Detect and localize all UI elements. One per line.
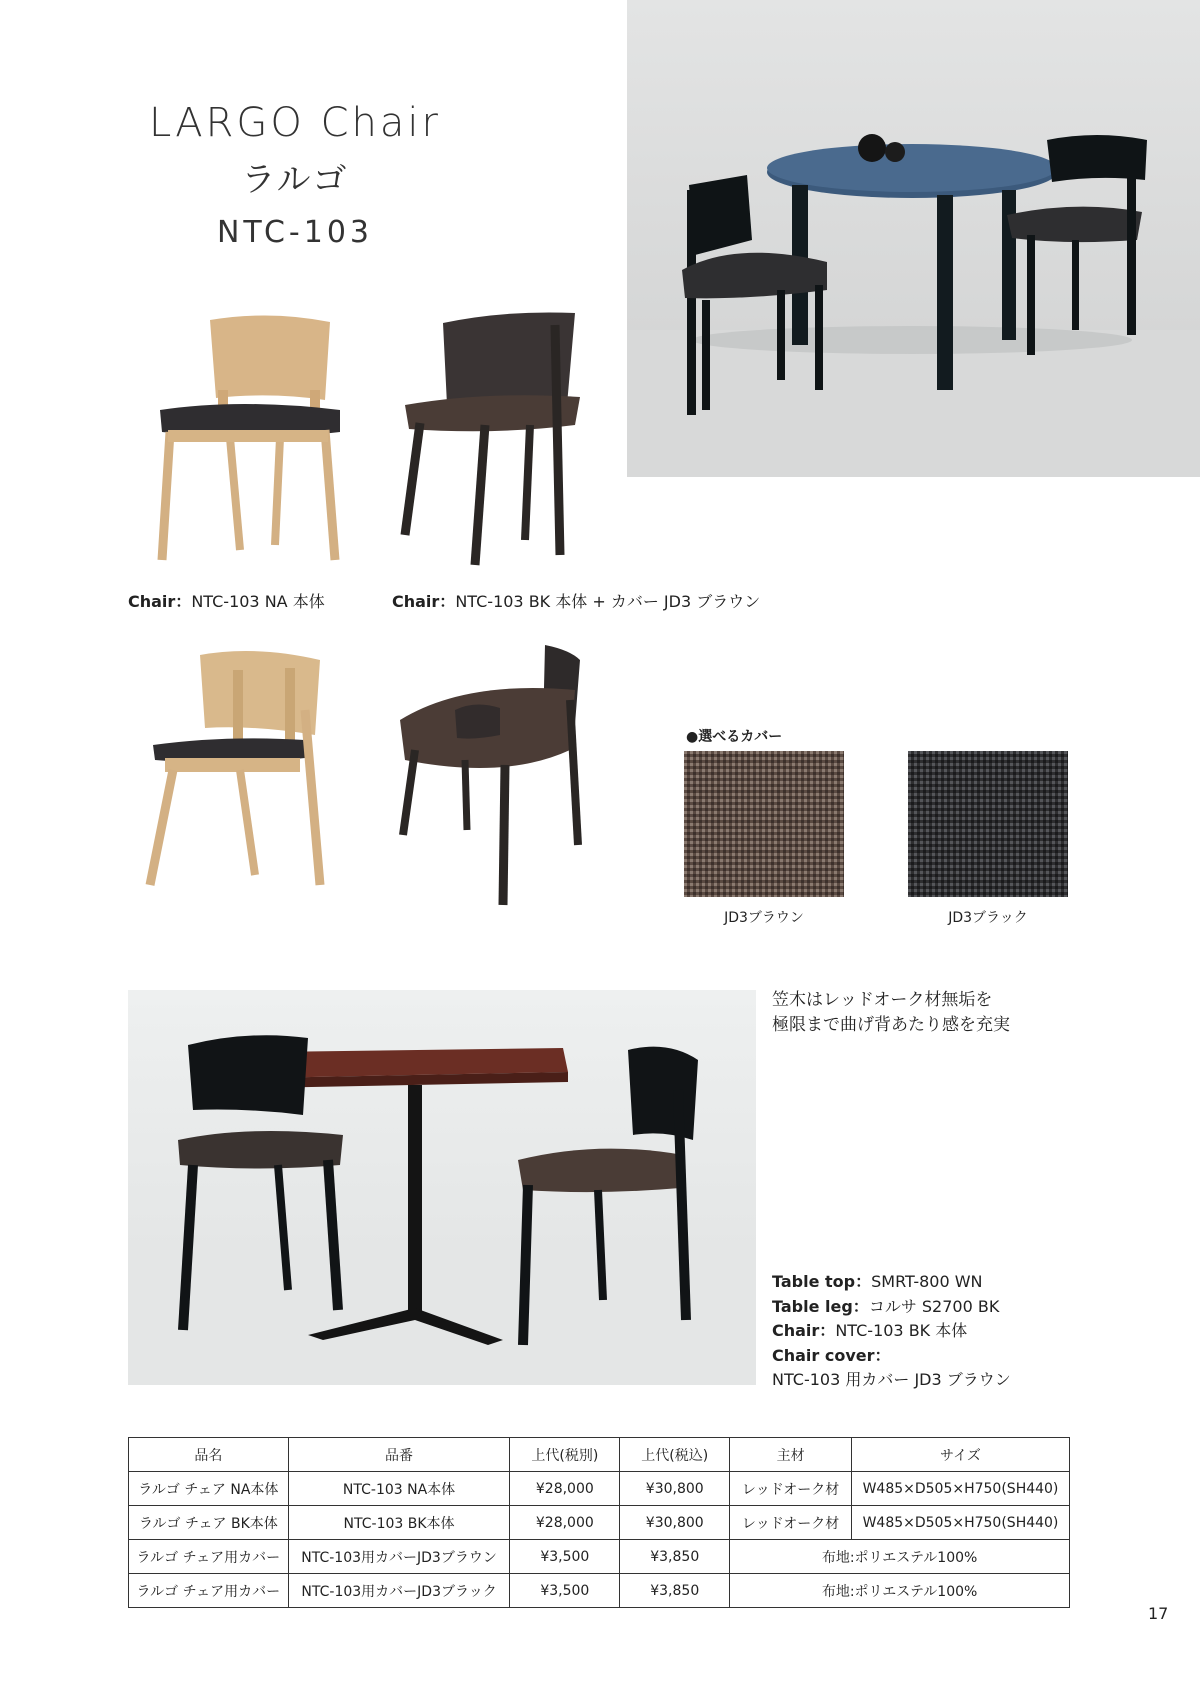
swatch-jd3-black (908, 751, 1068, 897)
cell-fabric: 布地:ポリエステル100% (730, 1574, 1070, 1608)
cell-price-incl: ¥3,850 (620, 1574, 730, 1608)
chair-bk-cover-photo (395, 305, 595, 575)
title-english: LARGO Chair (149, 100, 441, 146)
cell-product-name: ラルゴ チェア BK本体 (129, 1506, 289, 1540)
table-row (129, 1506, 1070, 1540)
cell-size: W485×D505×H750(SH440) (851, 1506, 1069, 1540)
tagline-line-2: 極限まで曲げ背あたり感を充実 (772, 1015, 1010, 1035)
cell-price-incl: ¥30,800 (620, 1472, 730, 1506)
spec-value: コルサ S2700 BK (868, 1296, 1000, 1316)
cell-price-excl: ¥28,000 (510, 1472, 620, 1506)
caption-chair-bk (392, 589, 760, 612)
scene-photo-square-table (128, 990, 756, 1385)
table-row (129, 1472, 1070, 1506)
caption-chair-na-text: NTC-103 NA 本体 (191, 592, 325, 611)
price-table (128, 1437, 1070, 1608)
tagline (772, 988, 1010, 1038)
table-row (129, 1540, 1070, 1574)
cover-options-label: ●選べるカバー (686, 729, 783, 745)
page-number: 17 (1148, 1604, 1169, 1623)
cell-price-incl: ¥30,800 (620, 1506, 730, 1540)
product-title-block (110, 100, 480, 250)
spec-value: NTC-103 用カバー JD3 ブラウン (772, 1370, 1011, 1389)
swatch-jd3-brown-name: JD3ブラウン (724, 910, 804, 926)
cell-product-code: NTC-103 BK本体 (288, 1506, 510, 1540)
caption-chair-bk-label: Chair： (392, 592, 456, 611)
table-header-row (129, 1438, 1070, 1472)
scene-specs (772, 1270, 1011, 1393)
model-number: NTC-103 (216, 215, 374, 250)
caption-chair-na (128, 589, 325, 612)
tagline-line-1: 笠木はレッドオーク材無垢を (772, 990, 993, 1010)
spec-value: SMRT-800 WN (871, 1272, 983, 1291)
spec-value: NTC-103 BK 本体 (835, 1321, 968, 1340)
cell-price-incl: ¥3,850 (620, 1540, 730, 1574)
header-product-code: 品番 (288, 1438, 510, 1472)
cell-price-excl: ¥28,000 (510, 1506, 620, 1540)
cell-product-name: ラルゴ チェア NA本体 (129, 1472, 289, 1506)
table-row (129, 1574, 1070, 1608)
caption-chair-na-label: Chair： (128, 592, 192, 611)
cell-price-excl: ¥3,500 (510, 1574, 620, 1608)
cell-product-code: NTC-103用カバーJD3ブラック (288, 1574, 510, 1608)
chair-bk-angled-photo (395, 640, 595, 910)
spec-table-leg (772, 1295, 1011, 1320)
spec-label: Table top： (772, 1272, 872, 1291)
header-size: サイズ (851, 1438, 1069, 1472)
cell-product-name: ラルゴ チェア用カバー (129, 1574, 289, 1608)
cell-product-code: NTC-103 NA本体 (288, 1472, 510, 1506)
header-price-excl-tax: 上代(税別) (510, 1438, 620, 1472)
spec-chair-cover-value (772, 1368, 1011, 1393)
spec-label: Table leg： (772, 1296, 869, 1316)
swatch-jd3-brown (684, 751, 844, 897)
header-product-name: 品名 (129, 1438, 289, 1472)
cell-product-name: ラルゴ チェア用カバー (129, 1540, 289, 1574)
spec-chair (772, 1319, 1011, 1344)
cell-fabric: 布地:ポリエステル100% (730, 1540, 1070, 1574)
swatch-jd3-black-name: JD3ブラック (948, 910, 1028, 926)
cell-product-code: NTC-103用カバーJD3ブラウン (288, 1540, 510, 1574)
header-material: 主材 (730, 1438, 852, 1472)
caption-chair-bk-text: NTC-103 BK 本体 + カバー JD3 ブラウン (455, 592, 761, 611)
cell-material: レッドオーク材 (730, 1472, 852, 1506)
cell-material: レッドオーク材 (730, 1506, 852, 1540)
cell-price-excl: ¥3,500 (510, 1540, 620, 1574)
header-price-incl-tax: 上代(税込) (620, 1438, 730, 1472)
spec-table-top (772, 1270, 1011, 1295)
spec-chair-cover (772, 1344, 1011, 1369)
spec-label: Chair： (772, 1321, 836, 1340)
cell-size: W485×D505×H750(SH440) (851, 1472, 1069, 1506)
title-japanese: ラルゴ (241, 160, 349, 200)
chair-na-side-photo (145, 640, 360, 895)
hero-photo-round-table (627, 0, 1200, 477)
chair-na-front-photo (150, 310, 370, 570)
spec-label: Chair cover： (772, 1345, 891, 1365)
